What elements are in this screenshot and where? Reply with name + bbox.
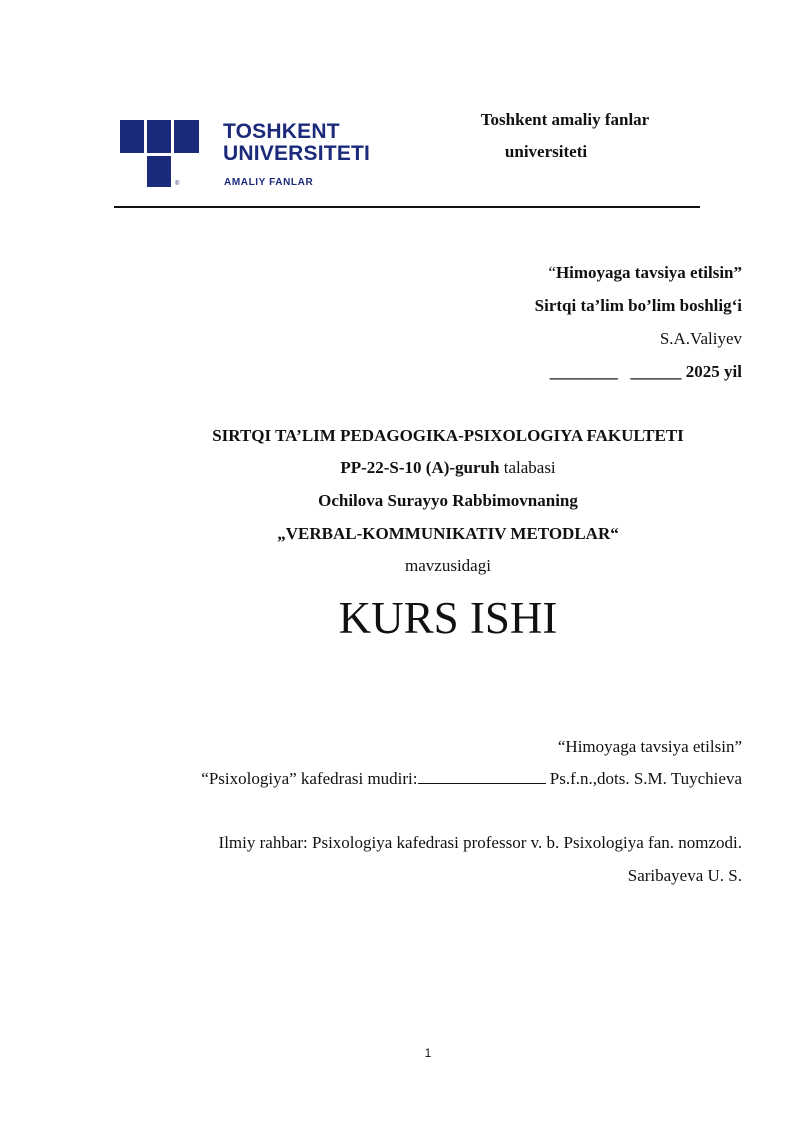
group-suffix: talabasi bbox=[499, 458, 556, 477]
page-number: 1 bbox=[424, 1046, 432, 1060]
logo-text-line1: TOSHKENT bbox=[223, 120, 340, 143]
signature-line bbox=[418, 783, 546, 784]
date-blank-day: ________ bbox=[549, 362, 618, 381]
university-name-line2: universiteti bbox=[504, 142, 588, 161]
university-logo bbox=[120, 119, 371, 191]
logo-square-middle bbox=[147, 120, 171, 153]
faculty-name: SIRTQI TA’LIM PEDAGOGIKA-PSIXOLOGIYA FAKULTETI bbox=[212, 426, 684, 445]
date-year: 2025 yil bbox=[685, 362, 742, 381]
student-group bbox=[0, 458, 800, 478]
department-head-name: Ps.f.n.,dots. S.M. Tuychieva bbox=[549, 769, 742, 788]
approval-quote-open: “ bbox=[548, 263, 556, 282]
logo-square-bottom bbox=[147, 156, 171, 187]
logo-square-left bbox=[120, 120, 144, 153]
document-title: KURS ISHI bbox=[338, 593, 558, 643]
approval-title bbox=[548, 263, 742, 283]
university-name-line1: Toshkent amaliy fanlar bbox=[480, 110, 650, 129]
approval-title-text: Himoyaga tavsiya etilsin” bbox=[555, 263, 742, 282]
department-head bbox=[201, 769, 742, 789]
approval-date bbox=[550, 362, 742, 382]
student-name: Ochilova Surayyo Rabbimovnaning bbox=[318, 491, 578, 510]
topic-suffix: mavzusidagi bbox=[405, 556, 491, 575]
logo-text-line2: UNIVERSITETI bbox=[223, 142, 371, 165]
date-blank-month: ______ bbox=[630, 362, 682, 381]
supervisor-name: Saribayeva U. S. bbox=[627, 866, 742, 885]
logo-square-right bbox=[174, 120, 199, 153]
approval-position: Sirtqi ta’lim bo’lim boshlig‘i bbox=[534, 296, 742, 315]
thesis-topic: „VERBAL-KOMMUNIKATIV METODLAR“ bbox=[277, 524, 619, 543]
supervisor-label: Ilmiy rahbar: bbox=[218, 833, 308, 852]
logo-text-line3: AMALIY FANLAR bbox=[224, 177, 314, 188]
department-recommendation: “Himoyaga tavsiya etilsin” bbox=[557, 737, 742, 756]
registered-mark: ® bbox=[175, 181, 180, 187]
supervisor bbox=[219, 833, 742, 853]
group-code: PP-22-S-10 (A)-guruh bbox=[340, 458, 500, 477]
department-head-label: “Psixologiya” kafedrasi mudiri: bbox=[201, 769, 418, 788]
header-divider bbox=[114, 206, 700, 208]
approval-name: S.A.Valiyev bbox=[659, 329, 742, 348]
supervisor-details: Psixologiya kafedrasi professor v. b. Psixologiya fan. nomzodi. bbox=[312, 833, 742, 852]
